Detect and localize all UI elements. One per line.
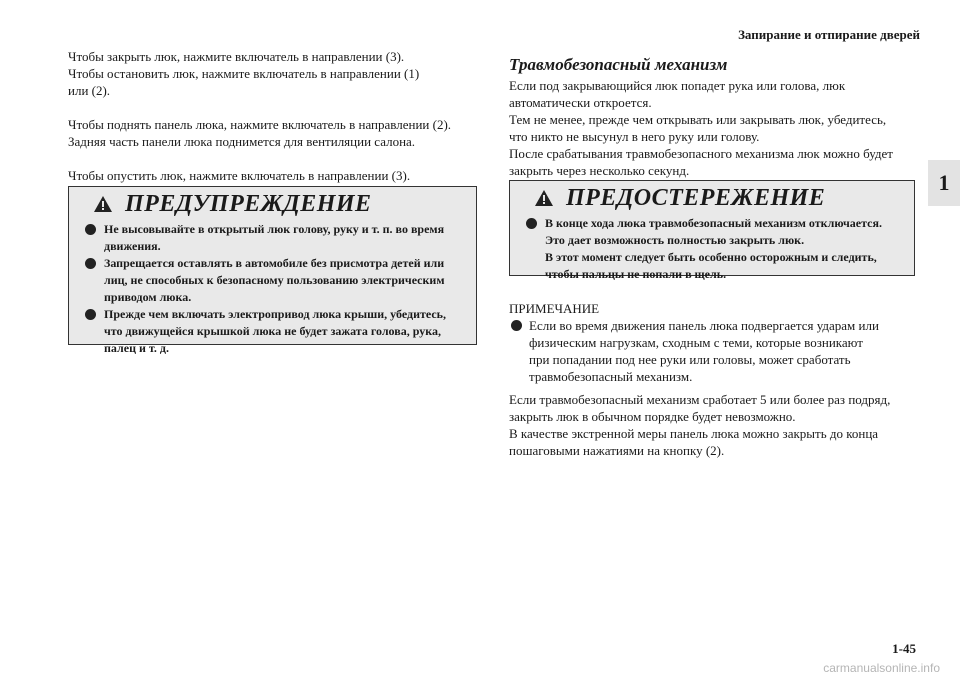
section-header: Запирание и отпирание дверей xyxy=(738,27,920,42)
bullet-icon xyxy=(85,258,96,269)
item-line: В конце хода люка травмобезопасный механизм отключается. xyxy=(545,216,882,230)
caution-box xyxy=(509,180,915,281)
bullet-icon xyxy=(85,309,96,320)
note-label: ПРИМЕЧАНИЕ xyxy=(509,301,600,316)
warning-title: ПРЕДУПРЕЖДЕНИЕ xyxy=(125,190,372,217)
item-line: Прежде чем включать электропривод люка крыши, убедитесь, xyxy=(104,307,447,321)
paragraph-line: или (2). xyxy=(68,83,111,98)
item-line: приводом люка. xyxy=(104,290,192,304)
paragraph-line: закрыть люк в обычном порядке будет невозможно. xyxy=(509,409,796,424)
item-line: Если во время движения панель люка подвергается ударам или xyxy=(529,318,879,333)
paragraph-line: Чтобы закрыть люк, нажмите включатель в направлении (3). xyxy=(68,49,405,64)
note-item xyxy=(509,317,919,385)
bullet-icon xyxy=(511,320,522,331)
final-paragraph xyxy=(509,391,919,459)
caution-title-row xyxy=(510,181,914,215)
chapter-tab xyxy=(928,160,960,206)
paragraph-line: пошаговыми нажатиями на кнопку (2). xyxy=(509,443,725,458)
item-line: при попадании под нее руки или головы, может сработать xyxy=(529,352,851,367)
item-line: Запрещается оставлять в автомобиле без присмотра детей или xyxy=(104,256,445,270)
paragraph-line: что никто не высунул в него руку или голову. xyxy=(509,129,760,144)
watermark: carmanualsonline.info xyxy=(823,661,940,675)
warning-box xyxy=(68,186,477,355)
chapter-number: 1 xyxy=(938,170,950,195)
left-column xyxy=(68,48,478,184)
warning-triangle-icon xyxy=(534,189,554,207)
item-line: что движущейся крышкой люка не будет зажата голова, рука, xyxy=(104,324,441,338)
section-heading: Травмобезопасный механизм xyxy=(509,55,728,74)
page-number: 1-45 xyxy=(892,641,916,656)
paragraph-line: Чтобы опустить люк, нажмите включатель в направлении (3). xyxy=(68,168,411,183)
caution-title: ПРЕДОСТЕРЕЖЕНИЕ xyxy=(566,184,826,211)
paragraph-line: В качестве экстренной меры панель люка можно закрыть до конца xyxy=(509,426,879,441)
bullet-icon xyxy=(526,218,537,229)
warning-title-row xyxy=(69,187,476,221)
warning-item xyxy=(85,306,464,357)
paragraph-line: автоматически откроется. xyxy=(509,95,652,110)
paragraph-line: Чтобы поднять панель люка, нажмите включатель в направлении (2). xyxy=(68,117,452,132)
right-column xyxy=(509,54,919,179)
warning-triangle-icon xyxy=(93,195,113,213)
bullet-icon xyxy=(85,224,96,235)
paragraph-line: закрыть через несколько секунд. xyxy=(509,163,690,178)
caution-item xyxy=(526,215,902,283)
paragraph-line: Чтобы остановить люк, нажмите включатель в направлении (1) xyxy=(68,66,420,81)
paragraph-line: После срабатывания травмобезопасного механизма люк можно будет xyxy=(509,146,893,161)
paragraph-line: Задняя часть панели люка поднимется для вентиляции салона. xyxy=(68,134,416,149)
note-block xyxy=(509,300,919,385)
paragraph-line: Если травмобезопасный механизм сработает 5 или более раз подряд, xyxy=(509,392,891,407)
item-line: чтобы пальцы не попали в щель. xyxy=(545,267,727,281)
item-line: физическим нагрузкам, сходным с теми, которые возникают xyxy=(529,335,863,350)
warning-item xyxy=(85,255,464,306)
item-line: Не высовывайте в открытый люк голову, руку и т. п. во время xyxy=(104,222,445,236)
item-line: травмобезопасный механизм. xyxy=(529,369,693,384)
paragraph-line: Тем не менее, прежде чем открывать или закрывать люк, убедитесь, xyxy=(509,112,887,127)
item-line: лиц, не способных к безопасному пользованию электрическим xyxy=(104,273,445,287)
item-line: палец и т. д. xyxy=(104,341,169,355)
paragraph-line: Если под закрывающийся люк попадет рука или голова, люк xyxy=(509,78,846,93)
item-line: движения. xyxy=(104,239,161,253)
item-line: Это дает возможность полностью закрыть люк. xyxy=(545,233,805,247)
item-line: В этот момент следует быть особенно осторожным и следить, xyxy=(545,250,877,264)
warning-item xyxy=(85,221,464,255)
